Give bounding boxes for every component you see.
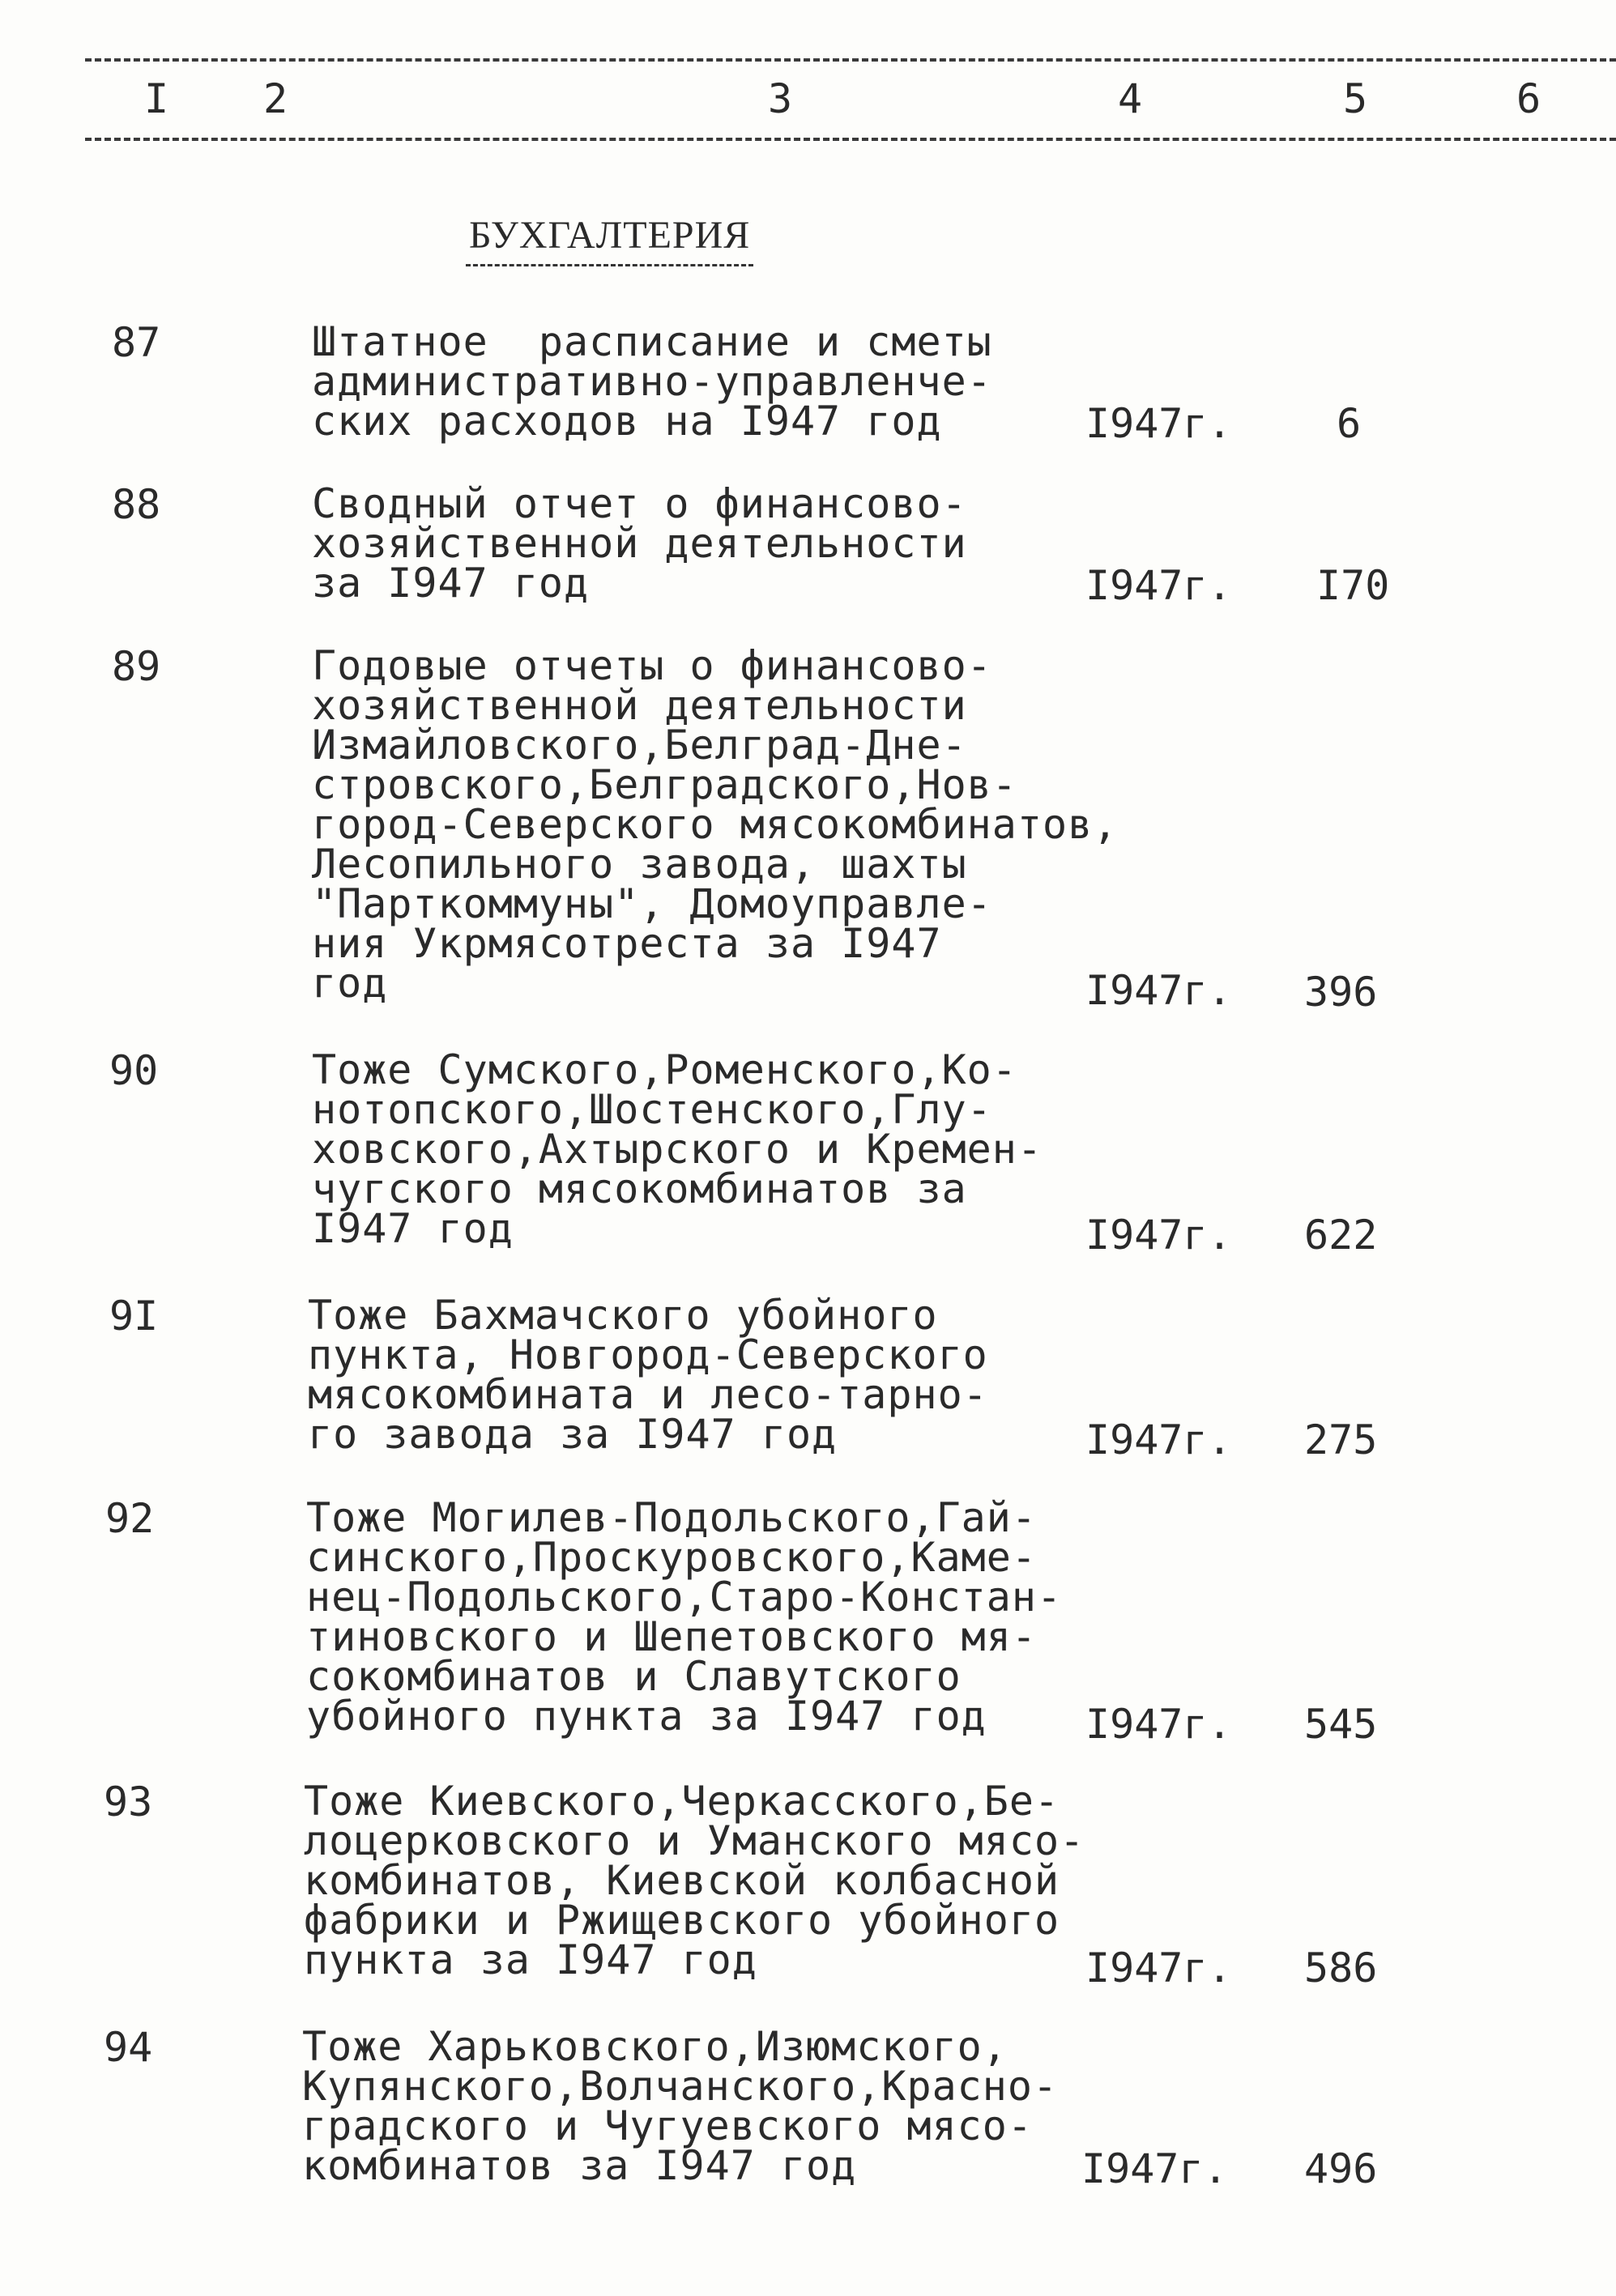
entry-title: Штатное расписание и сметы административно-управленче- ских расходов на I947 год xyxy=(312,318,992,445)
header-bottom-rule xyxy=(85,138,1616,141)
entry-sheet-count: 396 xyxy=(1304,969,1378,1016)
column-number-3: 3 xyxy=(768,75,793,122)
entry-number: 90 xyxy=(109,1047,159,1094)
entry-year: I947г. xyxy=(1085,1212,1232,1259)
column-number-4: 4 xyxy=(1118,75,1143,122)
entry-number: 87 xyxy=(112,319,161,366)
entry-title: Тоже Бахмачского убойного пункта, Новгород-Северского мясокомбината и лесо-тарно- го завода за I947 год xyxy=(308,1292,988,1458)
entry-year: I947г. xyxy=(1085,1416,1232,1463)
column-number-2: 2 xyxy=(263,75,288,122)
entry-year: I947г. xyxy=(1085,967,1232,1014)
section-title: БУХГАЛТЕРИЯ xyxy=(466,212,753,266)
entry-year: I947г. xyxy=(1085,1945,1232,1991)
entry-sheet-count: 275 xyxy=(1304,1416,1378,1463)
entry-year: I947г. xyxy=(1085,562,1232,609)
entry-number: 89 xyxy=(112,643,161,690)
entry-title: Годовые отчеты о финансово- хозяйственной деятельности Измайловского,Белград-Дне- стровского,Белградского,Нов- город-Северского мясокомбинатов, Лесопильного завода, шахты "Парткоммуны", Домоуправле- ния Укрмясотреста за I947 год xyxy=(312,642,1119,1007)
column-number-5: 5 xyxy=(1343,75,1368,122)
entry-number: 9I xyxy=(109,1293,159,1340)
entry-sheet-count: 545 xyxy=(1304,1701,1378,1748)
entry-title: Сводный отчет о финансово- хозяйственной деятельности за I947 год xyxy=(312,480,967,607)
entry-sheet-count: 496 xyxy=(1304,2145,1378,2192)
entry-title: Тоже Киевского,Черкасского,Бе- лоцерковского и Уманского мясо- комбинатов, Киевской колбасной фабрики и Ржищевского убойного пункта за I947 год xyxy=(304,1778,1085,1983)
entry-title: Тоже Харьковского,Изюмского, Купянского,Волчанского,Красно- градского и Чугуевского мясо- комбинатов за I947 год xyxy=(302,2023,1059,2189)
header-top-rule xyxy=(85,58,1616,62)
entry-year: I947г. xyxy=(1081,2145,1228,2192)
entry-year: I947г. xyxy=(1085,400,1232,447)
entry-number: 94 xyxy=(104,2024,153,2071)
entry-number: 93 xyxy=(104,1778,153,1825)
entry-number: 88 xyxy=(112,481,161,528)
entry-title: Тоже Могилев-Подольского,Гай- синского,Проскуровского,Каме- нец-Подольского,Старо-Констан- тиновского и Шепетовского мя- сокомбинатов и Славутского убойного пункта за I947 год xyxy=(306,1494,1063,1740)
entry-number: 92 xyxy=(105,1495,155,1542)
entry-sheet-count: 6 xyxy=(1337,400,1362,447)
entry-sheet-count: 586 xyxy=(1304,1945,1378,1991)
column-number-6: 6 xyxy=(1516,75,1541,122)
entry-title: Тоже Сумского,Роменского,Ко- нотопского,Шостенского,Глу- ховского,Ахтырского и Кремен- чугского мясокомбинатов за I947 год xyxy=(312,1046,1043,1252)
column-number-1: I xyxy=(144,75,169,122)
entry-sheet-count: I70 xyxy=(1316,562,1390,609)
entry-year: I947г. xyxy=(1085,1701,1232,1748)
entry-sheet-count: 622 xyxy=(1304,1212,1378,1259)
